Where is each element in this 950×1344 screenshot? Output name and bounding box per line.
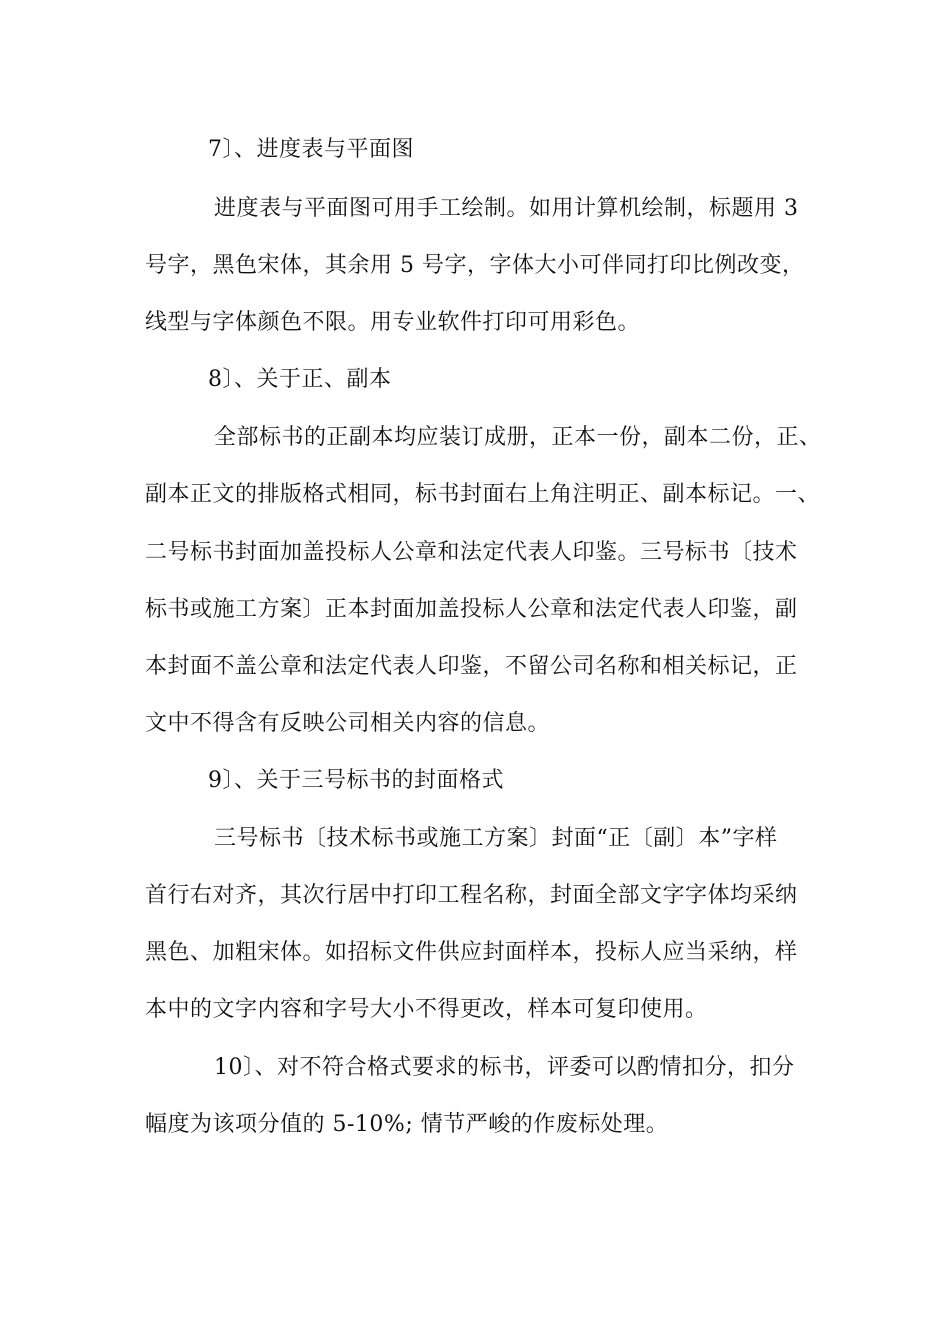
section-heading-8: 8〕、关于正、副本 (208, 367, 392, 392)
paragraph-line: 本中的文字内容和字号大小不得更改，样本可复印使用。 (145, 997, 708, 1022)
paragraph-line: 幅度为该项分值的 5-10%; 情节严峻的作废标处理。 (145, 1112, 669, 1137)
section-heading-9: 9〕、关于三号标书的封面格式 (208, 768, 504, 793)
paragraph-line: 10〕、对不符合格式要求的标书，评委可以酌情扣分，扣分 (214, 1055, 795, 1080)
paragraph-line: 黑色、加粗宋体。如招标文件供应封面样本，投标人应当采纳，样 (145, 940, 798, 965)
paragraph-line: 三号标书〔技术标书或施工方案〕封面“正〔副〕本”字样 (214, 826, 778, 851)
paragraph-line: 文中不得含有反映公司相关内容的信息。 (145, 711, 551, 736)
paragraph-line: 副本正文的排版格式相同，标书封面右上角注明正、副本标记。一、 (145, 482, 821, 507)
paragraph-line: 本封面不盖公章和法定代表人印鉴，不留公司名称和相关标记，正 (145, 654, 798, 679)
paragraph-line: 标书或施工方案〕正本封面加盖投标人公章和法定代表人印鉴，副 (145, 597, 798, 622)
paragraph-line: 进度表与平面图可用手工绘制。如用计算机绘制，标题用 3 (214, 196, 799, 221)
paragraph-line: 线型与字体颜色不限。用专业软件打印可用彩色。 (145, 310, 641, 335)
section-heading-7: 7〕、进度表与平面图 (208, 137, 414, 162)
paragraph-line: 全部标书的正副本均应装订成册，正本一份，副本二份，正、 (214, 425, 822, 450)
paragraph-line: 首行右对齐，其次行居中打印工程名称，封面全部文字字体均采纳 (145, 883, 798, 908)
paragraph-line: 二号标书封面加盖投标人公章和法定代表人印鉴。三号标书〔技术 (145, 540, 798, 565)
paragraph-line: 号字，黑色宋体，其余用 5 号字，字体大小可伴同打印比例改变， (145, 253, 805, 278)
